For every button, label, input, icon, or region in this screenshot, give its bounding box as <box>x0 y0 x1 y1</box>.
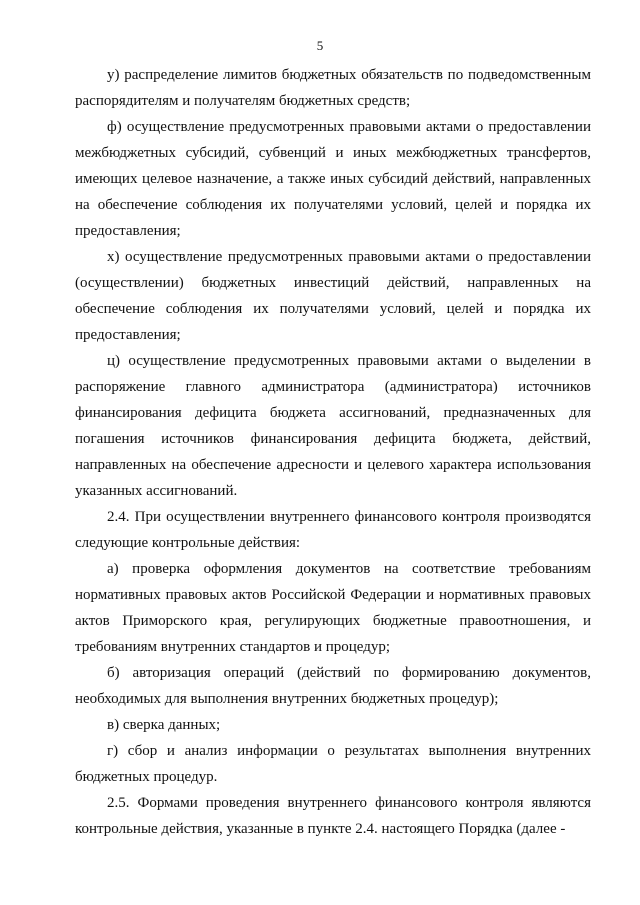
paragraph-ts: ц) осуществление предусмотренных правовыми актами о выделении в распоряжение главного администратора (администратора) источников финансирования дефицита бюджета ассигнований, предназначенных для погашения источников финансирования дефицита бюджета, действий, направленных на обеспечение адресности и целевого характера использования указанных ассигнований. <box>75 353 591 499</box>
paragraph-b: б) авторизация операций (действий по формированию документов, необходимых для выполнения внутренних бюджетных процедур); <box>75 665 591 707</box>
paragraph-u: у) распределение лимитов бюджетных обязательств по подведомственным распорядителям и получателям бюджетных средств; <box>75 67 591 109</box>
paragraph-2-5: 2.5. Формами проведения внутреннего финансового контроля являются контрольные действия, указанные в пункте 2.4. настоящего Порядка (далее - <box>75 795 591 837</box>
paragraph-2-4: 2.4. При осуществлении внутреннего финансового контроля производятся следующие контрольные действия: <box>75 509 591 551</box>
page-number: 5 <box>316 38 324 53</box>
paragraph-kh: х) осуществление предусмотренных правовыми актами о предоставлении (осуществлении) бюджетных инвестиций действий, направленных на обеспечение соблюдения их получателями условий, целей и порядка их предоставления; <box>75 249 591 343</box>
document-body <box>75 62 591 842</box>
paragraph-a: а) проверка оформления документов на соответствие требованиям нормативных правовых актов Российской Федерации и нормативных правовых актов Приморского края, регулирующих бюджетные правоотношения, и требованиям внутренних стандартов и процедур; <box>75 561 591 655</box>
paragraph-g: г) сбор и анализ информации о результатах выполнения внутренних бюджетных процедур. <box>75 743 591 785</box>
paragraph-f: ф) осуществление предусмотренных правовыми актами о предоставлении межбюджетных субсидий, субвенций и иных межбюджетных трансфертов, имеющих целевое назначение, а также иных субсидий действий, направленных на обеспечение соблюдения их получателями условий, целей и порядка их предоставления; <box>75 119 591 239</box>
paragraph-v: в) сверка данных; <box>107 717 221 733</box>
